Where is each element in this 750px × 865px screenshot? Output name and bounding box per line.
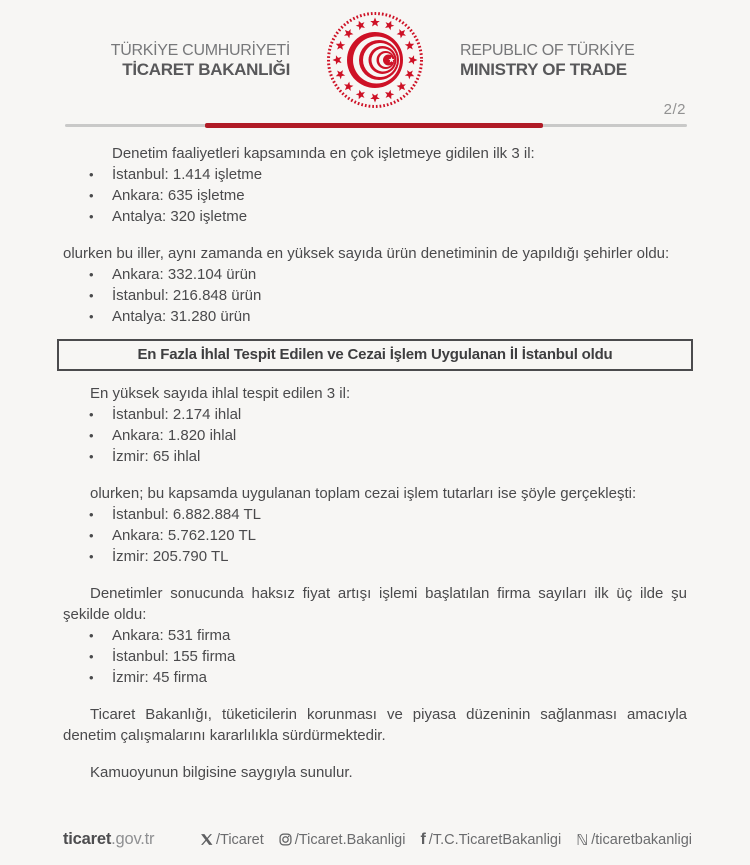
paragraph-penalties-intro: olurken; bu kapsamda uygulanan toplam cezai işlem tutarları ise şöyle gerçekleşti:: [90, 485, 637, 502]
bullet-list-products: [63, 264, 687, 327]
bullet-list-penalties: [63, 504, 687, 567]
list-item: • Ankara: 1.820 ihlal: [63, 425, 687, 446]
list-item: • Ankara: 5.762.120 TL: [63, 525, 687, 546]
list-item: • Ankara: 635 işletme: [63, 185, 687, 206]
bullet-list-businesses: [63, 164, 687, 227]
social-handle: /Ticaret.Bakanligi: [294, 831, 406, 848]
social-handle: /Ticaret: [215, 831, 264, 848]
footer: [63, 830, 692, 849]
header-right-block: [460, 41, 722, 80]
list-item: • İstanbul: 216.848 ürün: [63, 285, 687, 306]
list-item: • İzmir: 205.790 TL: [63, 546, 687, 567]
paragraph-violations-intro: En yüksek sayıda ihlal tespit edilen 3 il:: [90, 385, 351, 402]
list-item: • Antalya: 31.280 ürün: [63, 306, 687, 327]
header-left-block: [28, 41, 290, 80]
bullet-list-firms: [63, 625, 687, 688]
list-item: • İstanbul: 1.414 işletme: [63, 164, 687, 185]
social-handle: /T.C.TicaretBakanligi: [428, 831, 562, 848]
paragraph-inspections-intro: Denetim faaliyetleri kapsamında en çok işletmeye gidilen ilk 3 il:: [112, 145, 535, 162]
website-link-suffix: .gov.tr: [111, 830, 155, 848]
list-item: • Antalya: 320 işletme: [63, 206, 687, 227]
social-link-x[interactable]: [200, 832, 264, 848]
bullet-list-violations: [63, 404, 687, 467]
social-links: [200, 831, 692, 849]
list-item: • Ankara: 332.104 ürün: [63, 264, 687, 285]
website-link[interactable]: [63, 830, 154, 849]
divider-red-segment: [205, 123, 543, 128]
paragraph-ministry-statement: Ticaret Bakanlığı, tüketicilerin korunması ve piyasa düzeninin sağlanması amacıyla denetim çalışmalarını kararlılıkla sürdürmektedir.: [63, 706, 687, 744]
nsosyal-icon: ℕ: [576, 831, 589, 849]
paragraph-closing: Kamuoyunun bilgisine saygıyla sunulur.: [90, 764, 353, 781]
list-item: • İstanbul: 2.174 ihlal: [63, 404, 687, 425]
x-icon: [200, 833, 213, 846]
divider-line: [65, 124, 687, 127]
website-link-bold: ticaret: [63, 830, 112, 848]
list-item: • Ankara: 531 firma: [63, 625, 687, 646]
list-item: • İstanbul: 6.882.884 TL: [63, 504, 687, 525]
social-link-instagram[interactable]: [279, 832, 406, 848]
page-number: 2/2: [663, 101, 686, 118]
section-heading-box: En Fazla İhlal Tespit Edilen ve Cezai İşlem Uygulanan İl İstanbul oldu: [57, 339, 693, 371]
social-link-facebook[interactable]: [420, 832, 561, 848]
ministry-of-trade-logo-icon: [324, 9, 426, 111]
document-body: [0, 111, 750, 783]
list-item: • İstanbul: 155 firma: [63, 646, 687, 667]
list-item: • İzmir: 45 firma: [63, 667, 687, 688]
paragraph-product-inspections-intro: olurken bu iller, aynı zamanda en yüksek sayıda ürün denetiminin de yapıldığı şehirler oldu:: [63, 245, 670, 262]
social-handle: /ticaretbakanligi: [591, 831, 692, 848]
ministry-name-tr-line1: TÜRKİYE CUMHURİYETİ: [110, 41, 290, 59]
ministry-name-en-line1: REPUBLIC OF TÜRKİYE: [460, 41, 635, 59]
instagram-icon: [279, 833, 292, 846]
paragraph-firms-intro: Denetimler sonucunda haksız fiyat artışı işlemi başlatılan firma sayıları ilk üç ilde şu şekilde oldu:: [63, 585, 687, 623]
social-link-nsosyal[interactable]: [576, 831, 692, 849]
header: [0, 0, 750, 111]
facebook-icon: f: [420, 831, 426, 848]
ministry-name-en-line2: MINISTRY OF TRADE: [460, 59, 627, 79]
list-item: • İzmir: 65 ihlal: [63, 446, 687, 467]
ministry-name-tr-line2: TİCARET BAKANLIĞI: [122, 59, 290, 79]
